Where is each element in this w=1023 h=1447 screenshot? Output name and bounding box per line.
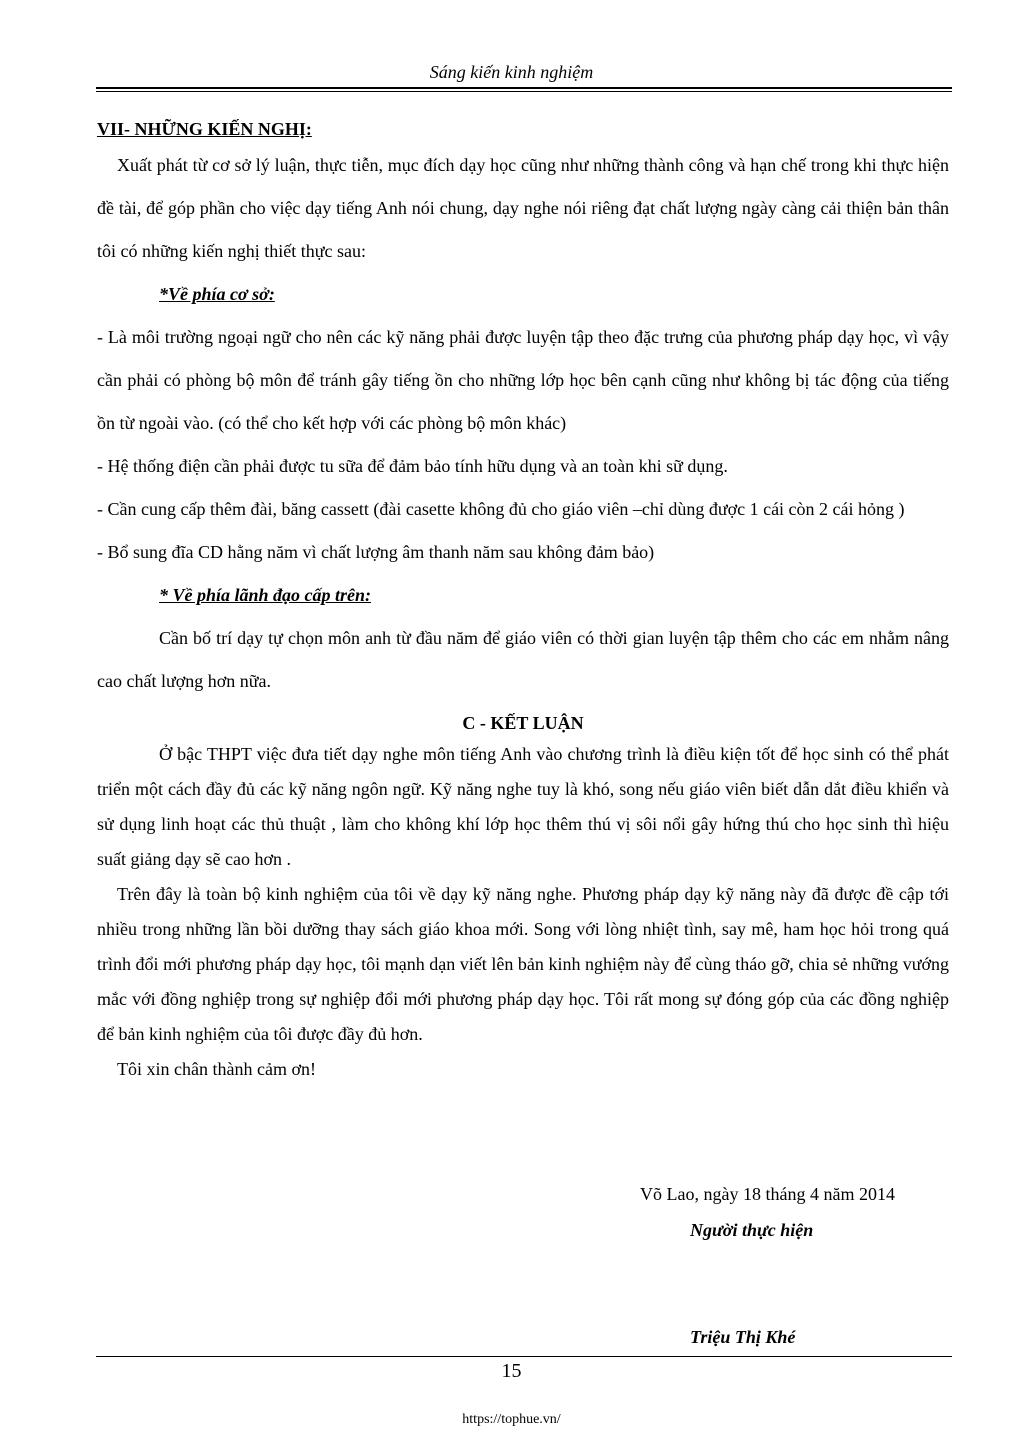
recommendation-item: - Bổ sung đĩa CD hằng năm vì chất lượng âm thanh năm sau không đảm bảo): [97, 542, 655, 562]
signature-name: Triệu Thị Khé: [690, 1327, 796, 1347]
subheading-school-side: *Về phía cơ sở:: [159, 284, 275, 304]
leadership-recommendation: Cần bố trí dạy tự chọn môn anh từ đầu năm để giáo viên có thời gian luyện tập thêm cho các em nhằm nâng cao chất lượng hơn nữa.: [97, 628, 949, 691]
signature-place-date: Võ Lao, ngày 18 tháng 4 năm 2014: [640, 1184, 895, 1204]
header-rule-thin: [96, 91, 952, 92]
section-heading-conclusion: C - KẾT LUẬN: [462, 713, 584, 733]
recommendations-intro: Xuất phát từ cơ sở lý luận, thực tiễn, mục đích dạy học cũng như những thành công và hạn chế trong khi thực hiện đề tài, để góp phần cho việc dạy tiếng Anh nói chung, dạy nghe nói riêng đạt chất lượng ngày càng cải thiện bản thân tôi có những kiến nghị thiết thực sau:: [97, 155, 949, 261]
signature-role: Người thực hiện: [690, 1220, 814, 1240]
header-rule-thick: [96, 87, 952, 89]
recommendation-item: - Hệ thống điện cần phải được tu sữa để đảm bảo tính hữu dụng và an toàn khi sữ dụng.: [97, 456, 728, 476]
document-body: [97, 114, 949, 1087]
conclusion-paragraph-2: Trên đây là toàn bộ kinh nghiệm của tôi về dạy kỹ năng nghe. Phương pháp dạy kỹ năng này đã được đề cập tới nhiều trong những lần bồi dưỡng thay sách giáo khoa mới. Song với lòng nhiệt tình, say mê, ham học hỏi trong quá trình đổi mới phương pháp dạy học, tôi mạnh dạn viết lên bản kinh nghiệm này để cùng tháo gỡ, chia sẻ những vướng mắc với đồng nghiệp trong sự nghiệp đổi mới phương pháp dạy học. Tôi rất mong sự đóng góp của các đồng nghiệp để bản kinh nghiệm của tôi được đầy đủ hơn.: [97, 884, 949, 1044]
recommendation-item: - Cần cung cấp thêm đài, băng cassett (đài casette không đủ cho giáo viên –chỉ dùng được 1 cái còn 2 cái hỏng ): [97, 499, 905, 519]
thanks-line: Tôi xin chân thành cảm ơn!: [117, 1059, 316, 1079]
subheading-leadership-side: * Về phía lãnh đạo cấp trên:: [159, 585, 372, 605]
footer-rule: [96, 1356, 952, 1357]
recommendation-item: - Là môi trường ngoại ngữ cho nên các kỹ năng phải được luyện tập theo đặc trưng của phương pháp dạy học, vì vậy cần phải có phòng bộ môn để tránh gây tiếng ồn cho những lớp học bên cạnh cũng như không bị tác động của tiếng ồn từ ngoài vào. (có thể cho kết hợp với các phòng bộ môn khác): [97, 327, 949, 433]
footer-url: https://tophue.vn/: [462, 1412, 561, 1427]
page-number: 15: [501, 1360, 522, 1382]
section-heading-recommendations: VII- NHỮNG KIẾN NGHỊ:: [97, 119, 312, 139]
conclusion-paragraph-1: Ở bậc THPT việc đưa tiết dạy nghe môn tiếng Anh vào chương trình là điều kiện tốt để học sinh có thể phát triển một cách đầy đủ các kỹ năng ngôn ngữ. Kỹ năng nghe tuy là khó, song nếu giáo viên biết dẫn dắt điều khiển và sử dụng linh hoạt các thủ thuật , làm cho không khí lớp học thêm thú vị sôi nổi gây hứng thú cho học sinh thì hiệu suất giảng dạy sẽ cao hơn .: [97, 744, 949, 869]
document-header-title: Sáng kiến kinh nghiệm: [429, 62, 594, 82]
